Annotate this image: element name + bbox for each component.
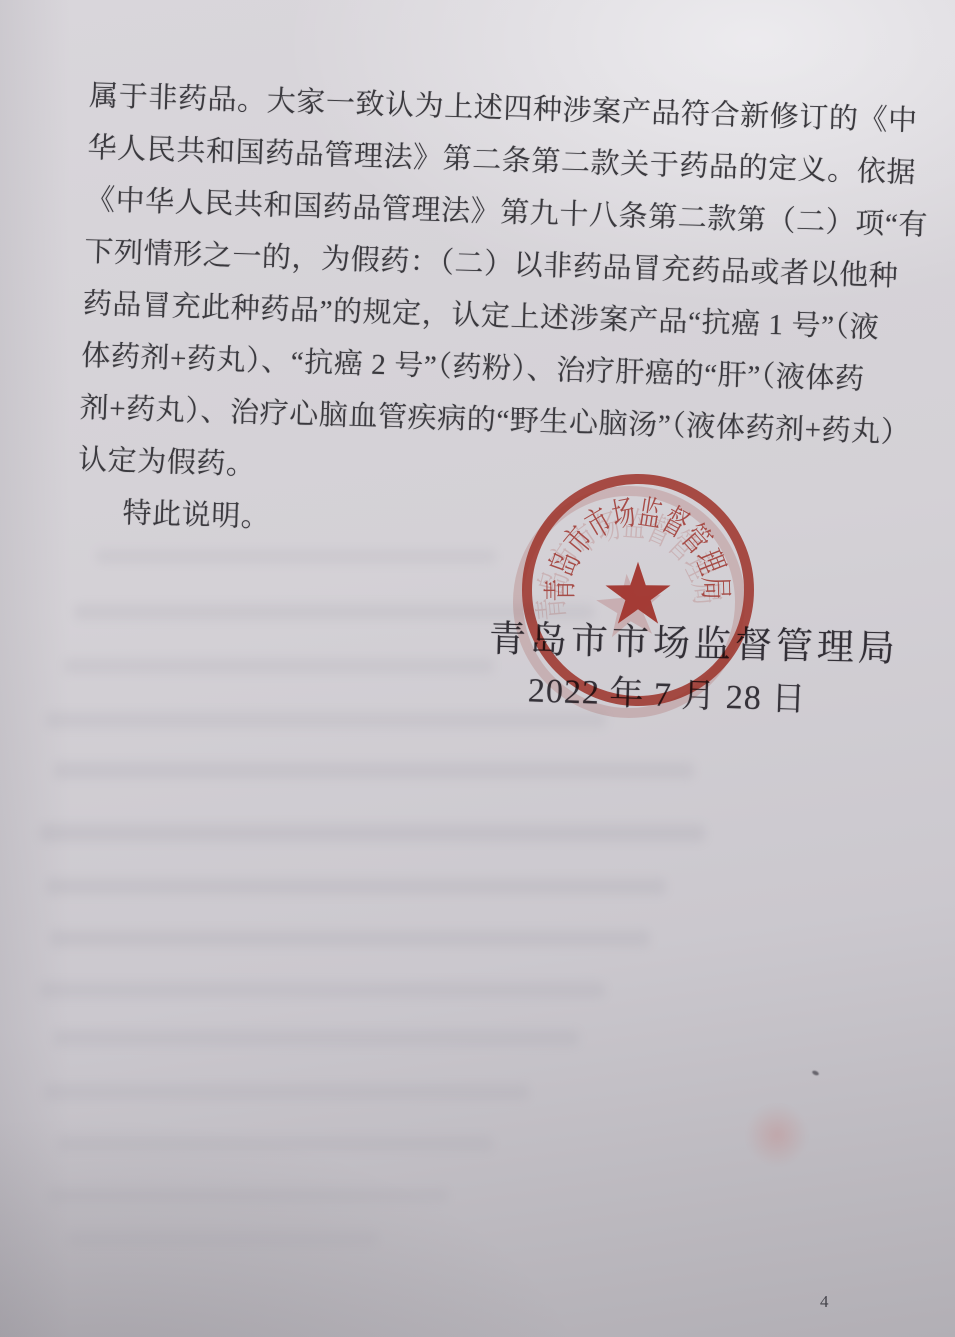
text-line: 体药剂+药丸）、“抗癌 2 号”（药粉）、治疗肝癌的“肝”（液体药 (80, 339, 866, 396)
bleed-through-row (46, 878, 666, 895)
bleed-through-row (40, 824, 705, 842)
page-number: 4 (820, 1292, 829, 1311)
bleed-through-row (68, 1232, 378, 1246)
text-line: 《中华人民共和国药品管理法》第九十八条第二款第（二）项“有 (85, 183, 929, 242)
text-line: 认定为假药。 (77, 443, 257, 482)
bleed-through-row (58, 1136, 493, 1151)
bleed-through-row (50, 930, 650, 947)
text-line: 华人民共和国药品管理法》第二条第二款关于药品的定义。依据 (87, 131, 917, 190)
bleed-through-row (40, 982, 605, 998)
bleed-through-row (48, 1188, 448, 1203)
text-line: 下列情形之一的，为假药：（二）以非药品冒充药品或者以他种 (83, 235, 899, 293)
bleed-through-row (54, 1030, 579, 1046)
text-line: 剂+药丸）、治疗心脑血管疾病的“野生心脑汤”（液体药剂+药丸） (79, 391, 911, 450)
signature-date: 2022 年 7 月 28 日 (527, 672, 807, 719)
red-stamp-bleed-ghost (744, 1104, 810, 1166)
ink-speck (811, 1070, 819, 1077)
seal-arc-text: 青岛市市场监督管理局 (542, 492, 735, 612)
text-line: 药品冒充此种药品”的规定，认定上述涉案产品“抗癌 1 号”（液 (82, 287, 880, 345)
signature-organization: 青岛市市场监督管理局 (488, 618, 900, 671)
seal-double-impression (509, 482, 750, 723)
closing-statement: 特此说明。 (121, 497, 271, 534)
official-seal-stamp (498, 450, 778, 730)
text-line: 属于非药品。大家一致认为上述四种涉案产品符合新修订的《中 (88, 79, 919, 138)
bleed-through-row (64, 658, 494, 674)
bleed-through-row (96, 549, 496, 564)
bleed-through-row (54, 762, 694, 779)
bleed-through-row (44, 1084, 529, 1100)
